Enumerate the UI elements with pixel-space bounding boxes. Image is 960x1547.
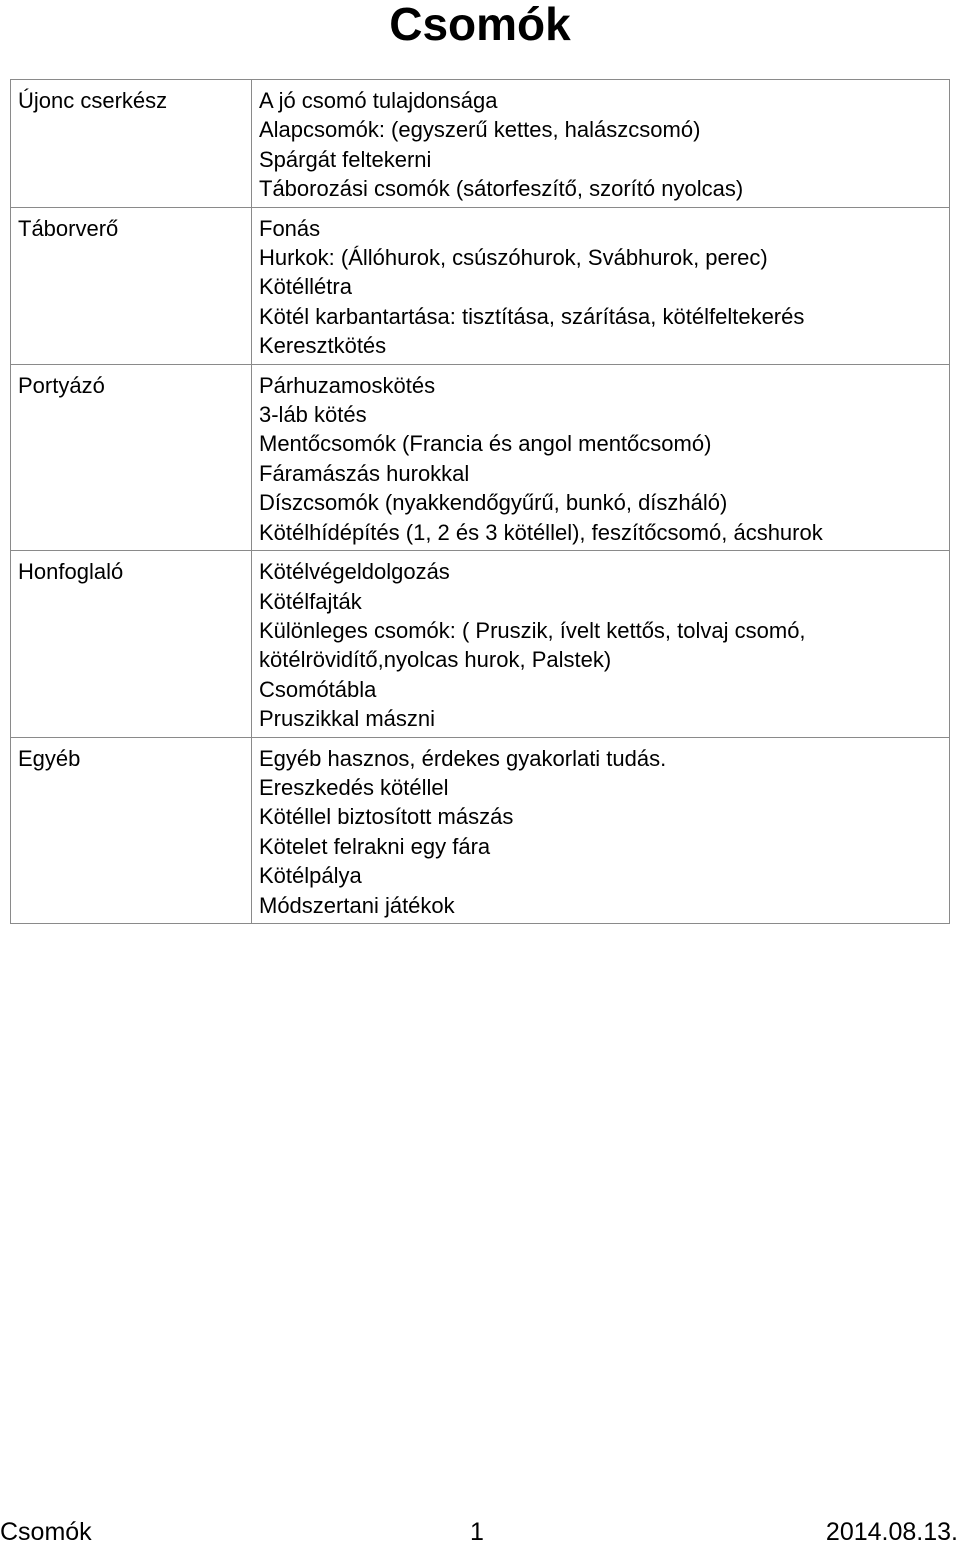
list-item: kötélrövidítő,nyolcas hurok, Palstek): [259, 647, 612, 673]
table-row: [11, 80, 950, 208]
list-item: Kötéllétra: [259, 274, 352, 300]
items-cell: [252, 364, 950, 550]
page-footer: [0, 1517, 960, 1547]
list-item: Egyéb hasznos, érdekes gyakorlati tudás.: [259, 745, 667, 771]
footer-date: 2014.08.13.: [825, 1518, 958, 1546]
list-item: Spárgát feltekerni: [259, 146, 432, 172]
table-row: [11, 551, 950, 737]
level-cell: Újonc cserkész: [11, 80, 252, 208]
list-item: Pruszikkal mászni: [259, 706, 436, 732]
list-item: Kötéllel biztosított mászás: [259, 804, 514, 830]
table-row: [11, 737, 950, 923]
list-item: Kötél karbantartása: tisztítása, szárítása, kötélfeltekerés: [259, 303, 805, 329]
list-item: Hurkok: (Állóhurok, csúszóhurok, Svábhurok, perec): [259, 245, 768, 271]
list-item: Kötelet felrakni egy fára: [259, 833, 491, 859]
list-item: Párhuzamoskötés: [259, 372, 436, 398]
list-item: A jó csomó tulajdonsága: [259, 88, 498, 113]
list-item: Különleges csomók: ( Pruszik, ívelt kettős, tolvaj csomó,: [259, 617, 806, 643]
list-item: Alapcsomók: (egyszerű kettes, halászcsomó): [259, 117, 701, 143]
knots-table: [10, 79, 950, 924]
list-item: Ereszkedés kötéllel: [259, 774, 449, 800]
items-cell: [252, 207, 950, 364]
page-number: 1: [470, 1518, 484, 1546]
table-row: [11, 364, 950, 550]
list-item: Módszertani játékok: [259, 892, 455, 918]
level-cell: Portyázó: [11, 364, 252, 550]
list-item: 3-láb kötés: [259, 402, 367, 428]
items-cell: [252, 80, 950, 208]
list-item: Fonás: [259, 215, 321, 241]
footer-title: Csomók: [0, 1518, 92, 1546]
items-cell: [252, 551, 950, 737]
list-item: Mentőcsomók (Francia és angol mentőcsomó): [259, 431, 712, 457]
level-cell: Egyéb: [11, 737, 252, 923]
list-item: Táborozási csomók (sátorfeszítő, szorító nyolcas): [259, 176, 744, 202]
list-item: Díszcsomók (nyakkendőgyűrű, bunkó, díszháló): [259, 490, 728, 516]
level-cell: Honfoglaló: [11, 551, 252, 737]
level-cell: Táborverő: [11, 207, 252, 364]
list-item: Kötélvégeldolgozás: [259, 559, 450, 585]
list-item: Fáramászás hurokkal: [259, 460, 470, 486]
page-title: Csomók: [389, 0, 571, 50]
list-item: Kötélpálya: [259, 863, 362, 889]
items-cell: [252, 737, 950, 923]
table-row: [11, 207, 950, 364]
list-item: Kötélhídépítés (1, 2 és 3 kötéllel), feszítőcsomó, ácshurok: [259, 519, 823, 545]
list-item: Keresztkötés: [259, 333, 387, 359]
list-item: Kötélfajták: [259, 588, 362, 614]
list-item: Csomótábla: [259, 676, 377, 702]
